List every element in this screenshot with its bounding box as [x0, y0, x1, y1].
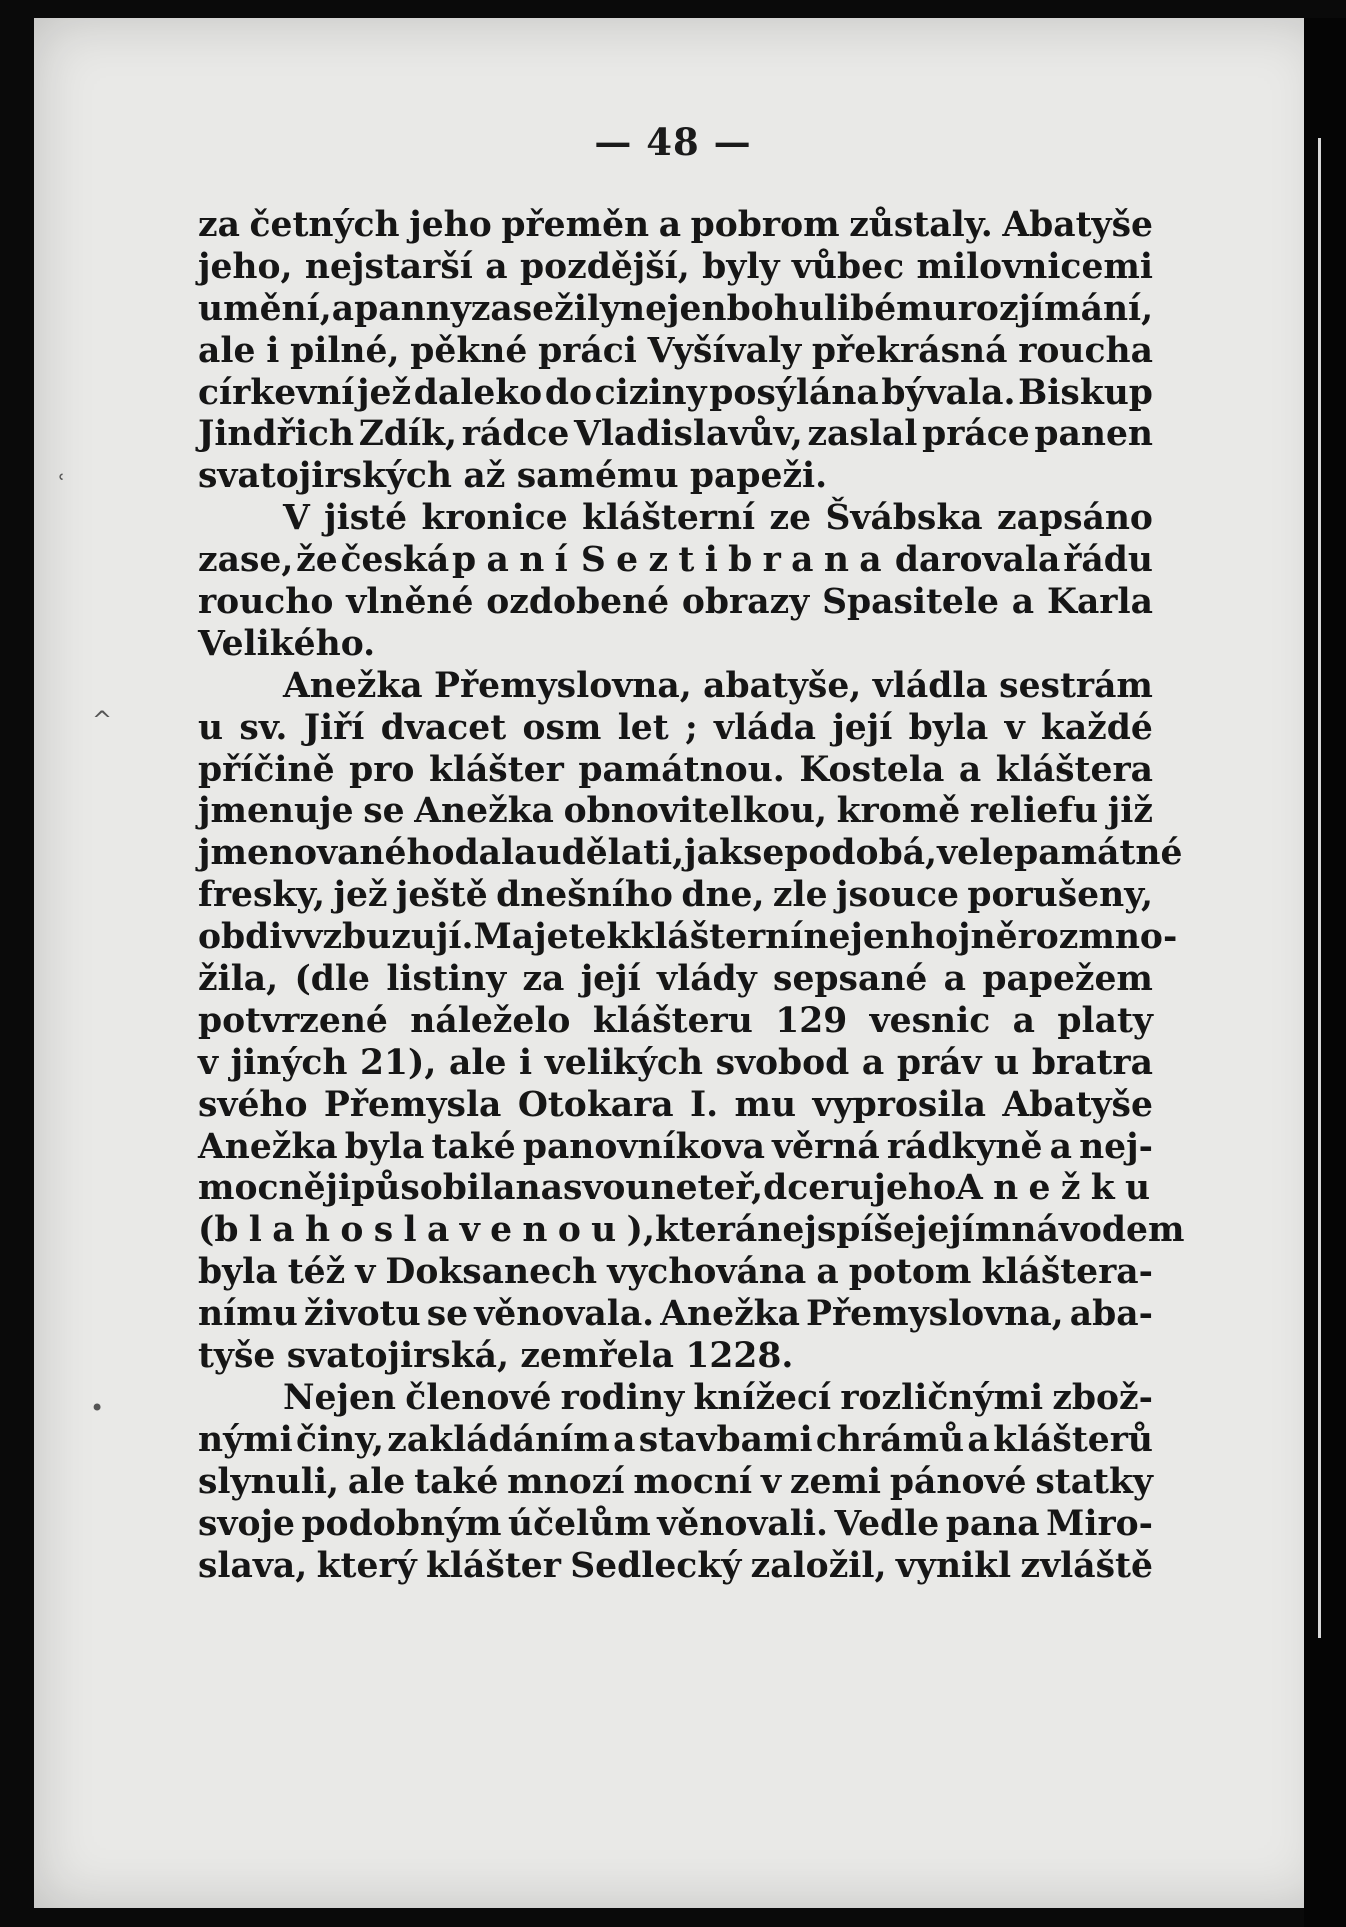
- word: která: [654, 1210, 758, 1251]
- word: samému: [516, 456, 679, 497]
- word: pěkné: [410, 330, 528, 371]
- word: účelům: [507, 1503, 651, 1544]
- book-binding-edge: [1304, 18, 1346, 1927]
- word: práv: [896, 1042, 982, 1083]
- word: též: [287, 1252, 346, 1293]
- word: za: [522, 959, 565, 1000]
- word: a: [1011, 582, 1035, 623]
- word: reliefu: [969, 791, 1099, 832]
- word: jiných: [230, 1042, 348, 1083]
- word: pobrom: [690, 205, 840, 245]
- word: řádu: [1063, 540, 1153, 581]
- text-line: [198, 1252, 1153, 1294]
- word: abatyše,: [703, 665, 862, 706]
- word: panny: [354, 288, 471, 329]
- word: kromě: [836, 791, 961, 832]
- text-line: [198, 1085, 1153, 1127]
- word: ),: [626, 1210, 655, 1251]
- word: stavbami: [638, 1419, 813, 1460]
- word: v: [760, 1461, 781, 1502]
- word: slynuli,: [198, 1461, 339, 1502]
- word: ale: [198, 330, 256, 371]
- word: u: [994, 1042, 1020, 1083]
- word: Abatyše: [1002, 205, 1153, 245]
- spaced-word: Anežku: [956, 1168, 1161, 1209]
- word: ze: [769, 498, 812, 539]
- word: svobod: [715, 1042, 850, 1083]
- word: Velikého.: [198, 623, 376, 664]
- word: dvacet: [380, 707, 507, 748]
- word: Vladislavův,: [574, 414, 803, 455]
- word: 21),: [360, 1042, 437, 1083]
- word: V: [283, 498, 310, 539]
- word: a: [967, 1419, 990, 1460]
- text-line: [198, 666, 1153, 708]
- word: papežem: [982, 959, 1153, 1000]
- word: a: [485, 246, 508, 287]
- word: také: [414, 1461, 499, 1502]
- word: Anežka: [414, 791, 554, 832]
- text-line: [198, 1462, 1153, 1504]
- word: velikých: [544, 1042, 703, 1083]
- word: velepamátné: [937, 833, 1183, 874]
- word: neteř,: [650, 1168, 764, 1209]
- word: až: [463, 456, 506, 497]
- word: obrazy: [681, 582, 810, 623]
- word: působila: [351, 1168, 516, 1209]
- word: I.: [690, 1084, 719, 1125]
- word: vlády: [657, 959, 757, 1000]
- spaced-word: paní: [452, 540, 579, 581]
- word: Anežka: [660, 1294, 800, 1335]
- word: se: [426, 1294, 469, 1335]
- text-line: [198, 1504, 1153, 1546]
- word: práce: [922, 414, 1030, 455]
- text-line: [198, 833, 1183, 875]
- word: ozdobené: [486, 582, 670, 623]
- word: a: [816, 1252, 839, 1293]
- word: česká: [340, 540, 450, 581]
- word: vzbuzují.: [302, 917, 474, 958]
- scan-speck: •: [90, 1394, 105, 1422]
- word: žily: [554, 288, 620, 329]
- word: pro: [349, 749, 415, 790]
- word: vyprosila: [812, 1084, 986, 1125]
- word: nejstarší: [304, 246, 473, 287]
- word: jak: [684, 833, 743, 874]
- word: v: [1004, 707, 1025, 748]
- word: klášteru: [592, 1000, 753, 1041]
- word: klášterní: [582, 498, 756, 539]
- word: byla: [344, 1126, 425, 1167]
- page-number: — 48 —: [594, 120, 752, 164]
- word: a: [331, 288, 355, 329]
- word: Jindřich: [198, 414, 355, 455]
- word: také: [431, 1126, 516, 1167]
- word: chrámů: [815, 1419, 965, 1460]
- word: milovnicemi: [916, 246, 1153, 287]
- word: mocní: [633, 1461, 753, 1502]
- word: Otokara: [517, 1084, 674, 1125]
- word: její: [832, 707, 893, 748]
- text-line: [198, 331, 1153, 373]
- word: Doksanech: [385, 1252, 598, 1293]
- word: sestrám: [999, 665, 1153, 706]
- spaced-word: blahoslavenou: [214, 1210, 627, 1251]
- word: dala: [454, 833, 537, 874]
- word: který: [316, 1545, 417, 1586]
- word: podobným: [301, 1503, 502, 1544]
- word: panovníkova: [522, 1126, 765, 1167]
- scan-speck: ʿ: [58, 470, 66, 498]
- text-line: [198, 1378, 1153, 1420]
- word: práci: [538, 330, 637, 371]
- text-line: [198, 1420, 1153, 1462]
- word: daleko: [413, 372, 543, 413]
- word: vychována: [607, 1252, 807, 1293]
- text-line: [198, 456, 1153, 498]
- word: zbož-: [1052, 1377, 1153, 1418]
- word: i: [266, 330, 280, 371]
- word: svoje: [198, 1503, 295, 1544]
- word: a: [861, 1042, 885, 1083]
- word: darovala: [894, 540, 1061, 581]
- text-line: [198, 289, 1153, 331]
- word: mocněji: [198, 1168, 352, 1209]
- word: nejspíše: [757, 1210, 915, 1251]
- word: četných: [249, 205, 400, 245]
- word: jmenovaného: [198, 833, 455, 874]
- word: jejím: [914, 1210, 1012, 1251]
- word: svého: [198, 1084, 308, 1125]
- word: zemi: [789, 1461, 882, 1502]
- word: rádkyně: [886, 1126, 1043, 1167]
- word: byla: [198, 1252, 278, 1293]
- word: jež: [357, 372, 412, 413]
- word: dceru: [763, 1168, 874, 1209]
- word: památnou.: [578, 749, 785, 790]
- word: Zdík,: [358, 414, 458, 455]
- word: zase,: [198, 540, 294, 581]
- word: klášter: [426, 1545, 561, 1586]
- word: bohulibému: [726, 288, 958, 329]
- word: věnovali.: [657, 1503, 828, 1544]
- word: let: [617, 707, 669, 748]
- text-line: [198, 917, 1178, 959]
- word: Jiří: [303, 707, 365, 748]
- word: Anežka: [198, 1126, 338, 1167]
- word: osm: [522, 707, 602, 748]
- word: ;: [684, 707, 698, 748]
- text-line: [198, 624, 1153, 666]
- word: vynikl: [895, 1545, 1012, 1586]
- word: vládla: [872, 665, 988, 706]
- word: Přemyslovna,: [806, 1294, 1064, 1335]
- word: roucha: [1018, 330, 1153, 371]
- word: Přemyslovna,: [434, 665, 692, 706]
- word: Vyšívaly: [647, 330, 802, 371]
- text-line: [198, 1168, 1161, 1210]
- word: a: [658, 205, 682, 245]
- word: Anežka: [283, 665, 423, 706]
- word: Kostela: [799, 749, 945, 790]
- text-line: [198, 498, 1153, 540]
- word: slava,: [198, 1545, 308, 1586]
- word: vláda: [714, 707, 817, 748]
- word: u: [198, 707, 224, 748]
- word: věnovala.: [474, 1294, 655, 1335]
- word: umění,: [198, 288, 332, 329]
- word: svatojirských: [198, 456, 452, 497]
- word: bývala.: [881, 372, 1016, 413]
- word: a: [1012, 1000, 1035, 1041]
- word: rozmno-: [1017, 917, 1178, 958]
- body-text: [198, 205, 1185, 1587]
- word: a: [943, 959, 967, 1000]
- text-line: [198, 708, 1153, 750]
- word: jež: [333, 875, 388, 916]
- word: mu: [734, 1084, 797, 1125]
- word: aba-: [1069, 1294, 1153, 1335]
- word: rozličnými: [840, 1377, 1044, 1418]
- word: a: [958, 749, 982, 790]
- text-line: [198, 1210, 1185, 1252]
- word: nej-: [1079, 1126, 1153, 1167]
- word: Spasitele: [822, 582, 999, 623]
- word: ciziny: [594, 372, 707, 413]
- word: Abatyše: [1002, 1084, 1153, 1125]
- scan-speck: ^: [92, 706, 113, 734]
- text-line: [198, 205, 1153, 247]
- word: 129: [775, 1000, 848, 1041]
- word: nímu: [198, 1294, 298, 1335]
- word: porušeny,: [967, 875, 1153, 916]
- word: a: [613, 1419, 636, 1460]
- word: jisté: [324, 498, 408, 539]
- word: nejen: [620, 288, 727, 329]
- word: Majetek: [473, 917, 631, 958]
- word: pana: [945, 1503, 1040, 1544]
- word: za: [198, 205, 240, 245]
- word: byly: [702, 246, 780, 287]
- word: její: [580, 959, 641, 1000]
- word: obnovitelkou,: [563, 791, 827, 832]
- word: vlněné: [346, 582, 474, 623]
- word: církevní: [198, 372, 355, 413]
- text-line: [198, 1336, 1153, 1378]
- word: (: [198, 1210, 215, 1251]
- text-line: [198, 414, 1153, 456]
- word: zakládáním: [387, 1419, 610, 1460]
- text-line: [198, 1043, 1153, 1085]
- word: pilné,: [290, 330, 400, 371]
- word: návodem: [1011, 1210, 1185, 1251]
- word: vesnic: [869, 1000, 991, 1041]
- word: jmenuje: [198, 791, 354, 832]
- word: že: [296, 540, 338, 581]
- word: a: [1049, 1126, 1072, 1167]
- word: podobá,: [784, 833, 938, 874]
- word: náleželo: [410, 1000, 571, 1041]
- binding-highlight: [1318, 138, 1321, 1638]
- word: již: [1107, 791, 1153, 832]
- word: roucho: [198, 582, 334, 623]
- word: ale: [347, 1461, 406, 1502]
- word: posýlána: [709, 372, 879, 413]
- word: založil,: [750, 1545, 887, 1586]
- word: svou: [562, 1168, 651, 1209]
- word: statky: [1035, 1461, 1153, 1502]
- word: Přemysla: [323, 1084, 502, 1125]
- text-line: [198, 1546, 1153, 1588]
- word: klášterů: [993, 1419, 1153, 1460]
- word: na: [515, 1168, 563, 1209]
- text-line: [198, 750, 1153, 792]
- word: ale: [449, 1042, 507, 1083]
- text-line: [198, 540, 1153, 582]
- word: dne,: [681, 875, 765, 916]
- word: klášter: [428, 749, 564, 790]
- word: přeměn: [501, 205, 650, 245]
- word: Biskup: [1018, 372, 1153, 413]
- word: pozdější,: [519, 246, 690, 287]
- word: svatojirská,: [286, 1336, 509, 1377]
- word: fresky,: [198, 875, 326, 916]
- word: Sedlecký: [570, 1545, 742, 1586]
- word: nými: [198, 1419, 293, 1460]
- text-line: [198, 1294, 1153, 1336]
- word: jeho: [409, 205, 492, 245]
- word: pánové: [889, 1461, 1027, 1502]
- word: byla: [908, 707, 989, 748]
- word: dnešního: [496, 875, 673, 916]
- word: Nejen: [283, 1377, 397, 1418]
- word: Karla: [1046, 582, 1153, 623]
- word: potvrzené: [198, 1000, 388, 1041]
- text-line: [198, 791, 1153, 833]
- word: Vedle: [834, 1503, 940, 1544]
- word: se: [742, 833, 785, 874]
- word: potom: [848, 1252, 972, 1293]
- word: platy: [1057, 1000, 1153, 1041]
- word: jsouce: [835, 875, 959, 916]
- word: ještě: [395, 875, 488, 916]
- word: kláštera-: [981, 1252, 1153, 1293]
- word: (dle: [294, 959, 370, 1000]
- word: členové: [405, 1377, 552, 1418]
- text-line: [198, 373, 1153, 415]
- word: kláštera: [995, 749, 1153, 790]
- word: panen: [1034, 414, 1153, 455]
- word: vůbec: [791, 246, 905, 287]
- word: i: [519, 1042, 533, 1083]
- word: sv.: [239, 707, 288, 748]
- word: mnozí: [507, 1461, 625, 1502]
- word: kronice: [421, 498, 568, 539]
- word: jeho: [873, 1168, 956, 1209]
- word: v: [355, 1252, 376, 1293]
- word: hojně: [909, 917, 1018, 958]
- text-line: [198, 875, 1153, 917]
- word: 1228.: [685, 1336, 794, 1377]
- word: každé: [1040, 707, 1153, 748]
- word: tyše: [198, 1336, 276, 1377]
- word: žila,: [198, 959, 279, 1000]
- word: udělati,: [536, 833, 685, 874]
- word: do: [544, 372, 592, 413]
- word: rozjímání,: [957, 288, 1154, 329]
- text-line: [198, 1127, 1153, 1169]
- word: zemřela: [520, 1336, 674, 1377]
- word: nejen: [803, 917, 910, 958]
- word: v: [198, 1042, 219, 1083]
- word: papeži.: [689, 456, 828, 497]
- word: klášterní: [630, 917, 804, 958]
- word: sepsané: [773, 959, 928, 1000]
- word: zůstaly.: [849, 205, 993, 245]
- word: věrná: [772, 1126, 880, 1167]
- word: rodiny: [560, 1377, 685, 1418]
- word: se: [363, 791, 405, 832]
- word: Švábska: [825, 498, 983, 539]
- text-line: [198, 247, 1153, 289]
- word: zle: [772, 875, 828, 916]
- text-line: [198, 959, 1153, 1001]
- word: knížecí: [693, 1377, 832, 1418]
- word: překrásná: [811, 330, 1008, 371]
- word: obdiv: [198, 917, 303, 958]
- text-line: [198, 582, 1153, 624]
- word: jeho,: [198, 246, 293, 287]
- word: životu: [303, 1294, 421, 1335]
- word: listiny: [386, 959, 507, 1000]
- word: zapsáno: [997, 498, 1153, 539]
- word: zvláště: [1020, 1545, 1153, 1586]
- word: činy,: [296, 1419, 384, 1460]
- word: zaslal: [807, 414, 918, 455]
- word: rádce: [461, 414, 570, 455]
- spaced-word: Seztibrana: [580, 540, 893, 581]
- word: bratra: [1031, 1042, 1153, 1083]
- word: zase: [470, 288, 555, 329]
- word: příčině: [198, 749, 335, 790]
- text-line: [198, 1001, 1153, 1043]
- word: Miro-: [1046, 1503, 1153, 1544]
